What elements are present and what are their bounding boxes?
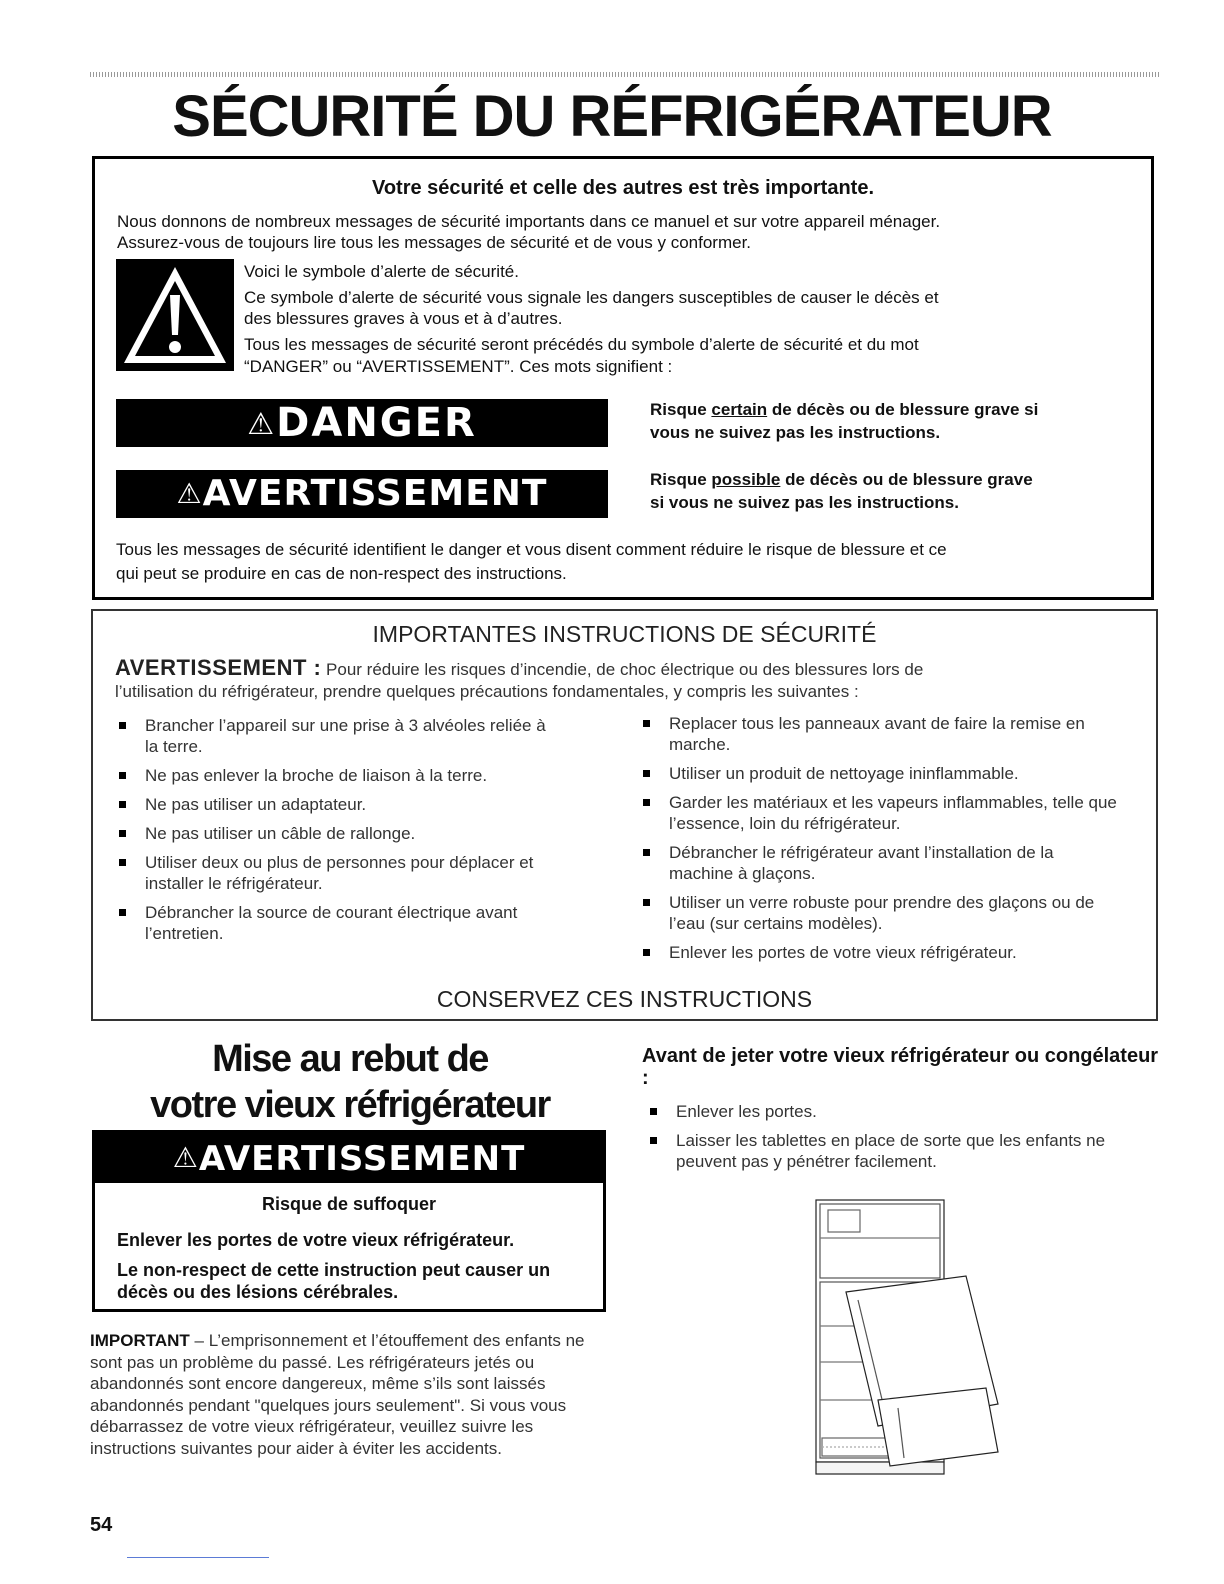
disposal-heading (90, 1036, 610, 1128)
alert-symbol-icon (116, 259, 234, 371)
danger-desc-emphasis: certain (711, 400, 768, 419)
warning-desc-pre: Risque (650, 470, 712, 489)
warning-signal-bar (116, 470, 608, 518)
symbol-line-2b: des blessures graves à vous et à d’autres. (244, 309, 563, 328)
safety-instruction-item: Enlever les portes de votre vieux réfrigérateur. (639, 942, 1119, 963)
important-paragraph (90, 1330, 610, 1460)
danger-desc-post: de décès ou de blessure grave si (767, 400, 1039, 419)
danger-description (650, 398, 1130, 444)
safety-instruction-item: Utiliser un produit de nettoyage ininflammable. (639, 763, 1119, 784)
safety-intro-box (92, 156, 1154, 600)
symbol-line-3a: Tous les messages de sécurité seront précédés du symbole d’alerte de sécurité et du mot (244, 335, 919, 354)
disposal-heading-line-1: Mise au rebut de (212, 1038, 488, 1080)
instructions-heading: IMPORTANTES INSTRUCTIONS DE SÉCURITÉ (372, 621, 877, 647)
intro-paragraph-2: Assurez-vous de toujours lire tous les messages de sécurité et de vous y conformer. (117, 233, 752, 252)
safety-instruction-item: Ne pas enlever la broche de liaison à la terre. (115, 765, 555, 786)
instructions-left-list (115, 715, 555, 952)
instructions-right-list (639, 713, 1119, 971)
danger-label: DANGER (276, 400, 477, 446)
safety-instruction-item: Replacer tous les panneaux avant de faire la remise en marche. (639, 713, 1119, 755)
instructions-warning-text-2: l’utilisation du réfrigérateur, prendre quelques précautions fondamentales, y compris les suivantes : (115, 682, 859, 701)
warning-label: AVERTISSEMENT (198, 1139, 526, 1179)
safety-instruction-item: Utiliser un verre robuste pour prendre des glaçons ou de l’eau (sur certains modèles). (639, 892, 1119, 934)
consequence-text: Le non-respect de cette instruction peut causer un décès ou des lésions cérébrales. (117, 1260, 551, 1302)
instructions-footer: CONSERVEZ CES INSTRUCTIONS (436, 986, 813, 1012)
danger-desc-line2: vous ne suivez pas les instructions. (650, 423, 941, 442)
safety-instruction-item: Débrancher le réfrigérateur avant l’installation de la machine à glaçons. (639, 842, 1119, 884)
alert-triangle-icon: ⚠ (172, 1141, 199, 1174)
alert-triangle-icon: ⚠ (176, 477, 203, 510)
suffocation-risk: Risque de suffoquer (261, 1194, 436, 1214)
symbol-line-3b: “DANGER” ou “AVERTISSEMENT”. Ces mots signifient : (244, 357, 673, 376)
warning-desc-post: de décès ou de blessure grave (780, 470, 1033, 489)
warning-header (95, 1133, 603, 1183)
safety-instruction-item: Ne pas utiliser un adaptateur. (115, 794, 555, 815)
safety-instruction-item: Utiliser deux ou plus de personnes pour déplacer et installer le réfrigérateur. (115, 852, 555, 894)
instructions-warning-word: AVERTISSEMENT : (115, 655, 322, 680)
refrigerator-doors-removed-illustration (798, 1194, 1008, 1484)
before-disposal-list (646, 1101, 1156, 1180)
intro-heading: Votre sécurité et celle des autres est très importante. (371, 177, 875, 199)
alert-triangle-icon: ⚠ (247, 407, 277, 442)
danger-desc-pre: Risque (650, 400, 712, 419)
safety-instruction-item: Brancher l’appareil sur une prise à 3 alvéoles reliée à la terre. (115, 715, 555, 757)
instructions-warning-text-1: Pour réduire les risques d’incendie, de choc électrique ou des blessures lors de (321, 660, 924, 679)
symbol-line-2a: Ce symbole d’alerte de sécurité vous signale les dangers susceptibles de causer le décès et (244, 288, 939, 307)
disposal-step-item: Enlever les portes. (646, 1101, 1156, 1122)
danger-signal-bar (116, 399, 608, 447)
closing-line-2: qui peut se produire en cas de non-respect des instructions. (116, 564, 567, 583)
important-label: IMPORTANT (90, 1331, 190, 1350)
safety-instruction-item: Débrancher la source de courant électrique avant l’entretien. (115, 902, 555, 944)
warning-desc-line2: si vous ne suivez pas les instructions. (650, 493, 959, 512)
disposal-heading-line-2: votre vieux réfrigérateur (150, 1084, 550, 1126)
intro-paragraph-1: Nous donnons de nombreux messages de sécurité importants dans ce manuel et sur votre appareil ménager. (117, 212, 941, 231)
important-text: – L’emprisonnement et l’étouffement des enfants ne sont pas un problème du passé. Les réfrigérateurs jetés ou abandonnés sont encore dangereux, même s’ils sont laissés abandonnés pendant "quelques jours seulement". Si vous vous débarrassez de votre vieux réfrigérateur, veuillez suivre les instructions suivantes pour aider à éviter les accidents. (90, 1331, 585, 1458)
page-number: 54 (90, 1514, 113, 1536)
warning-desc-emphasis: possible (711, 470, 781, 489)
suffocation-warning-box (92, 1130, 606, 1312)
closing-line-1: Tous les messages de sécurité identifient le danger et vous disent comment réduire le risque de blessure et ce (116, 540, 947, 559)
top-rule (90, 72, 1160, 77)
warning-description (650, 468, 1130, 514)
important-instructions-box (91, 609, 1158, 1021)
footer-rule (127, 1557, 269, 1558)
safety-instruction-item: Garder les matériaux et les vapeurs inflammables, telle que l’essence, loin du réfrigérateur. (639, 792, 1119, 834)
safety-instruction-item: Ne pas utiliser un câble de rallonge. (115, 823, 555, 844)
warning-label: AVERTISSEMENT (202, 473, 548, 514)
symbol-line-1: Voici le symbole d’alerte de sécurité. (244, 262, 519, 281)
remove-doors-instruction: Enlever les portes de votre vieux réfrigérateur. (117, 1230, 515, 1250)
before-disposal-heading: Avant de jeter votre vieux réfrigérateur ou congélateur : (642, 1045, 1159, 1089)
disposal-step-item: Laisser les tablettes en place de sorte que les enfants ne peuvent pas y pénétrer facilement. (646, 1130, 1156, 1172)
instructions-warning (115, 657, 923, 681)
page-title: SÉCURITÉ DU RÉFRIGÉRATEUR (172, 84, 1052, 149)
